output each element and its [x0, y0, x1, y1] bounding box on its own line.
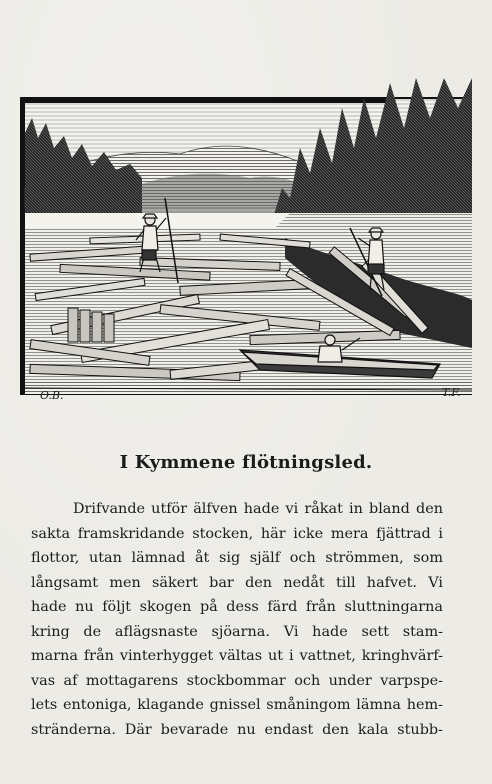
log-driving-engraving	[20, 78, 472, 414]
text-line: marna från vinterhygget vältas ut i vattnet, kringhvärf-	[31, 648, 443, 664]
text-line: lets entoniga, klagande gnissel småningom lämna hem-	[31, 697, 443, 713]
chapter-title: I Kymmene flötningsled.	[119, 452, 373, 473]
text-line: kring de aflägsnaste sjöarna. Vi hade sett stam-	[31, 623, 443, 640]
text-line: sakta framskridande stocken, här icke mera fjättrad i	[31, 525, 443, 542]
text-line: flottor, utan lämnad åt sig själf och strömmen, som	[31, 550, 443, 566]
engraving-illustration	[20, 78, 472, 414]
text-line: långsamt men säkert bar den nedåt till hafvet. Vi	[31, 574, 443, 591]
body-paragraph	[31, 497, 443, 742]
engraver-signature-right: T.F.	[442, 386, 461, 399]
text-line: hade nu följt skogen på dess färd från sluttningarna	[31, 599, 443, 615]
text-line: vas af mottagarens stockbommar och under varpspe-	[31, 672, 443, 689]
text-line: stränderna. Där bevarade nu endast den kala stubb-	[31, 721, 443, 738]
text-line: Drifvande utför älfven hade vi råkat in bland den	[73, 501, 443, 517]
engraver-signature-left: O.B.	[40, 389, 64, 402]
